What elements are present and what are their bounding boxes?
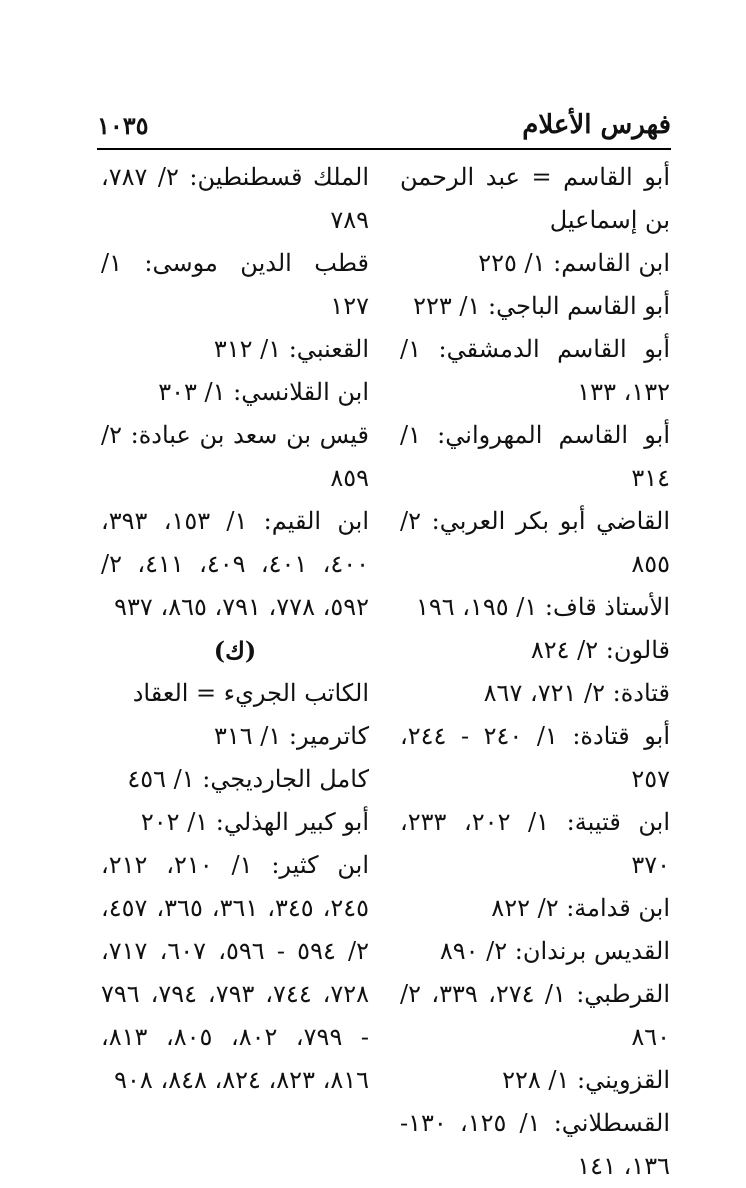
index-entry: أبو القاسم الباجي: ١/ ٢٢٣ [413,292,670,320]
index-entry: ابن قدامة: ٢/ ٨٢٢ [491,894,670,922]
index-entry: كاترمير: ١/ ٣١٦ [214,722,369,750]
header-rule [97,148,671,150]
page-header [97,105,671,145]
index-entry: قالون: ٢/ ٨٢٤ [530,636,670,664]
right-column [400,156,670,1188]
index-entry: الأستاذ قاف: ١/ ١٩٥، ١٩٦ [415,593,670,621]
index-entry: أبو القاسم المهرواني: ١/ ٣١٤ [400,421,670,492]
index-entry: أبو القاسم = عبد الرحمن بن إسماعيل [400,163,670,234]
index-entry: أبو كبير الهذلي: ١/ ٢٠٢ [140,808,369,836]
index-entry: أبو القاسم الدمشقي: ١/ ١٣٢، ١٣٣ [400,335,670,406]
index-entry: قتادة: ٢/ ٧٢١، ٨٦٧ [483,679,670,707]
index-entry: ابن قتيبة: ١/ ٢٠٢، ٢٣٣، ٣٧٠ [400,808,671,879]
index-entry: كامل الجارديجي: ١/ ٤٥٦ [127,765,369,793]
index-entry: ابن كثير: ١/ ٢١٠، ٢١٢، ٢٤٥، ٣٤٥، ٣٦١، ٣٦٥، ٤٥٧، ٢/ ٥٩٤ - ٥٩٦، ٦٠٧، ٧١٧، ٧٢٨، ٧٤٤، ٧٩٣، ٧٩٤، ٧٩٦ - ٧٩٩، ٨٠٢، ٨٠٥، ٨١٣، ٨١٦، ٨٢٣، ٨٢٤، ٨٤٨، ٩٠٨ [101,851,370,1094]
left-column [101,156,369,1102]
index-entry: ابن القيم: ١/ ١٥٣، ٣٩٣، ٤٠٠، ٤٠١، ٤٠٩، ٤١١، ٢/ ٥٩٢، ٧٧٨، ٧٩١، ٨٦٥، ٩٣٧ [101,507,370,621]
index-entry: القعنبي: ١/ ٣١٢ [213,335,369,363]
index-entry: الكاتب الجريء = العقاد [132,679,369,707]
index-entry: قطب الدين موسى: ١/ ١٢٧ [101,249,369,320]
index-entry: القسطلاني: ١/ ١٢٥، ١٣٠- ١٣٦، ١٤١ [400,1109,671,1180]
index-entry: أبو قتادة: ١/ ٢٤٠ - ٢٤٤، ٢٥٧ [400,722,670,793]
index-entry: القزويني: ١/ ٢٢٨ [502,1066,670,1094]
index-entry: ابن القاسم: ١/ ٢٢٥ [478,249,670,277]
index-entry: القديس برندان: ٢/ ٨٩٠ [439,937,670,965]
index-entry: القرطبي: ١/ ٢٧٤، ٣٣٩، ٢/ ٨٦٠ [400,980,670,1051]
index-entry: الملك قسطنطين: ٢/ ٧٨٧، ٧٨٩ [101,163,369,234]
index-entry: القاضي أبو بكر العربي: ٢/ ٨٥٥ [400,507,670,578]
running-title: فهرس الأعلام [522,110,671,140]
index-entry: ابن القلانسي: ١/ ٣٠٣ [158,378,369,406]
index-entry: قيس بن سعد بن عبادة: ٢/ ٨٥٩ [101,421,369,492]
page-number: ١٠٣٥ [97,110,149,140]
section-heading-kaf: (ك) [213,636,257,665]
